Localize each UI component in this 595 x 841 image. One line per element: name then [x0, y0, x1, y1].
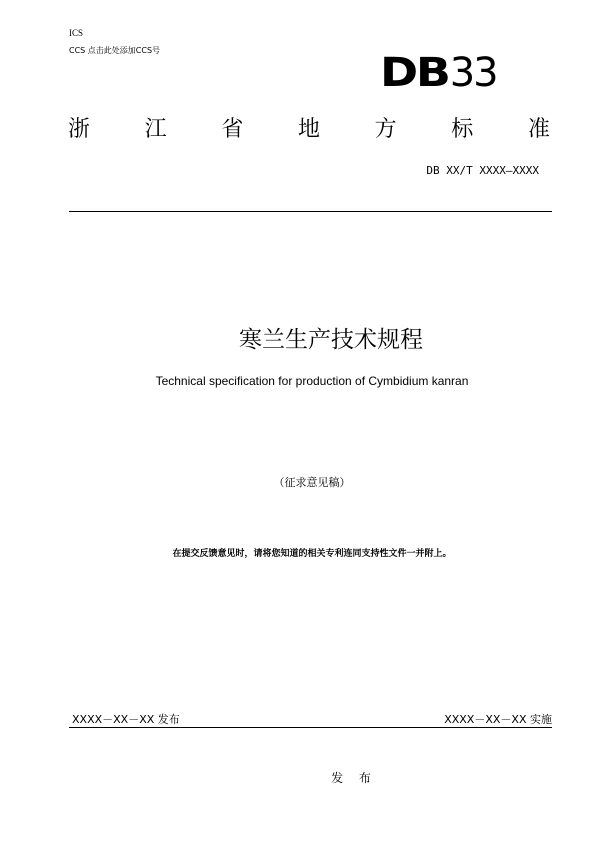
authority-char: 江 [144, 117, 167, 142]
document-title-cn: 寒兰生产技术规程 [239, 327, 423, 353]
logo-db-text: DB [380, 50, 449, 96]
logo-number: 33 [449, 50, 497, 96]
authority-char: 浙 [68, 117, 91, 142]
standard-authority-title [68, 117, 550, 143]
header-divider [69, 211, 552, 212]
authority-char: 标 [451, 117, 474, 142]
implement-date: XXXX－XX－XX 实施 [444, 713, 552, 726]
db33-logo [380, 51, 497, 95]
authority-char: 方 [374, 117, 397, 142]
authority-char: 准 [527, 117, 550, 142]
ccs-label: CCS 点击此处添加CCS号 [69, 46, 161, 55]
draft-label: （征求意见稿） [273, 476, 351, 489]
publish-date: XXXX－XX－XX 发布 [72, 713, 180, 726]
document-title-en: Technical specification for production of Cymbidium kanran [155, 374, 469, 388]
patent-notice: 在提交反馈意见时，请将您知道的相关专利连同支持性文件一并附上。 [172, 549, 452, 559]
ics-label: ICS [69, 28, 84, 38]
footer-divider [69, 727, 552, 728]
publisher-label: 发 布 [331, 771, 377, 785]
authority-char: 地 [297, 117, 320, 142]
standard-number: DB XX/T XXXX—XXXX [426, 164, 539, 177]
authority-char: 省 [221, 117, 244, 142]
